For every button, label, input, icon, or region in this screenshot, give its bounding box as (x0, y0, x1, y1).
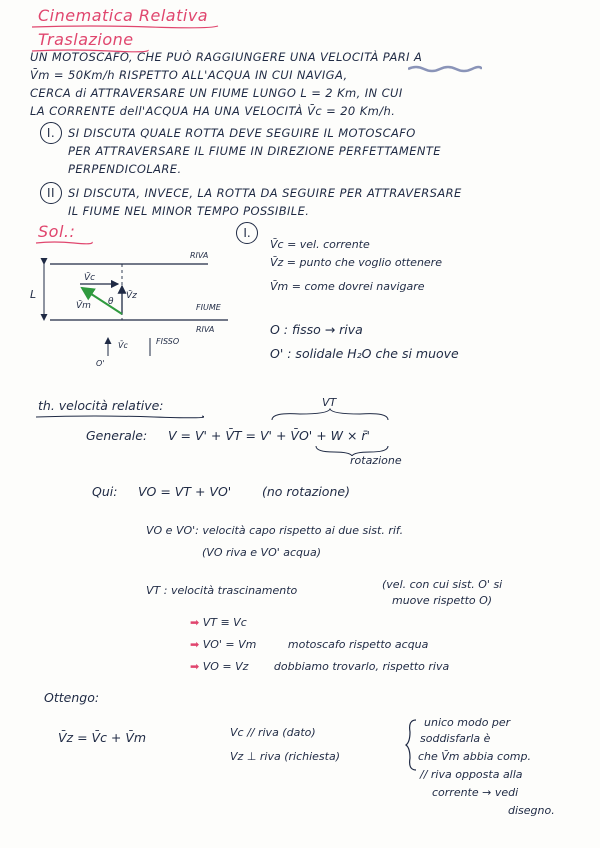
solution-part-1 (236, 222, 264, 244)
question-1-line-3: PERPENDICOLARE. (68, 162, 182, 176)
general-equation: V = V' + V̄T = V' + V̄O' + W × r̄' (168, 428, 370, 443)
note-line-4: // riva opposta alla (420, 768, 523, 781)
frame-vc-label: V̄c (118, 341, 128, 350)
question-1-line-1 (40, 122, 416, 144)
general-label: Generale: (86, 428, 148, 443)
qui-equation: VO = VT + VO' (138, 484, 232, 499)
problem-line-3: CERCA di ATTRAVERSARE UN FIUME LUNGO L = 2 Km, IN CUI (30, 86, 403, 100)
arrow-row-3 (190, 660, 449, 673)
vt-detail-2: muove rispetto O) (392, 594, 493, 607)
question-1-line-2: PER ATTRAVERSARE IL FIUME IN DIREZIONE PERFETTAMENTE (68, 144, 441, 158)
length-label: L (30, 288, 37, 301)
vt-definition: VT : velocità trascinamento (146, 584, 298, 597)
question-2-line-1 (40, 182, 462, 204)
question-2-line-2: IL FIUME NEL MINOR TEMPO POSSIBILE. (68, 204, 310, 218)
note-line-1: unico modo per (424, 716, 511, 729)
arrow-row-2-eq: VO' = Vm (202, 638, 257, 651)
page-title: Cinematica Relativa (38, 6, 209, 25)
question-1-number: I. (40, 122, 62, 144)
question-2-text: SI DISCUTA, INVECE, LA ROTTA DA SEGUIRE PER ATTRAVERSARE (68, 186, 462, 200)
problem-line-2: V̄m = 50Km/h RISPETTO ALL'ACQUA IN CUI NAVIGA, (30, 68, 348, 82)
arrow-row-1 (190, 616, 247, 629)
v0-detail: (VO riva e VO' acqua) (202, 546, 322, 559)
qui-label: Qui: (92, 484, 118, 499)
frame-o-prime: O' : solidale H₂O che si muove (270, 346, 459, 361)
legend-vm: V̄m = come dovrei navigare (270, 280, 425, 293)
river-diagram (28, 244, 260, 372)
arrow-row-3-eq: VO = Vz (202, 660, 249, 673)
arrow-row-3-desc: dobbiamo trovarlo, rispetto riva (273, 660, 450, 673)
conclusion-label: Ottengo: (44, 690, 100, 705)
condition-perpendicular: Vz ⊥ riva (richiesta) (230, 750, 340, 763)
problem-line-1: UN MOTOSCAFO, CHE PUÒ RAGGIUNGERE UNA VELOCITÀ PARI A (30, 50, 423, 64)
vt-detail-1: (vel. con cui sist. O' si (382, 578, 503, 591)
arrow-icon: ➡ (190, 660, 200, 673)
vt-over-label: VT (322, 396, 337, 409)
riva-top-label: RIVA (190, 251, 209, 260)
note-line-6: disegno. (508, 804, 555, 817)
legend-vz: V̄z = punto che voglio ottenere (270, 256, 442, 269)
arrow-row-2 (190, 638, 428, 651)
note-line-5: corrente → vedi (432, 786, 519, 799)
arrow-icon: ➡ (190, 638, 200, 651)
theory-title: th. velocità relative: (38, 398, 164, 413)
section-subtitle: Traslazione (38, 30, 134, 49)
origin-label: O' (96, 359, 105, 368)
solution-label: Sol.: (38, 222, 76, 241)
v0-definition: VO e VO': velocità capo rispetto ai due sist. rif. (146, 524, 404, 537)
arrow-icon: ➡ (190, 616, 200, 629)
note-line-2: soddisfarla è (420, 732, 491, 745)
fiume-label: FIUME (196, 303, 221, 312)
vc-label: V̄c (84, 273, 96, 283)
solution-part-number: I. (236, 222, 258, 244)
question-2-number: II (40, 182, 62, 204)
problem-line-4: LA CORRENTE dell'ACQUA HA UNA VELOCITÀ V̄c = 20 Km/h. (30, 104, 396, 118)
note-line-3: che V̄m abbia comp. (418, 750, 531, 763)
frame-o-fixed: O : fisso → riva (270, 322, 363, 337)
theory-underline (34, 414, 204, 420)
conclusion-brace (404, 718, 418, 772)
vt-brace (270, 408, 390, 422)
theta-label: θ (108, 297, 114, 307)
question-1-text: SI DISCUTA QUALE ROTTA DEVE SEGUIRE IL MOTOSCAFO (68, 126, 416, 140)
arrow-row-2-desc: motoscafo rispetto acqua (287, 638, 429, 651)
qui-note: (no rotazione) (262, 484, 350, 499)
riva-bottom-label: RIVA (196, 325, 215, 334)
rotation-label: rotazione (350, 454, 402, 467)
condition-parallel: Vc // riva (dato) (230, 726, 316, 739)
fisso-label: FISSO (156, 337, 180, 346)
vz-label: V̄z (126, 291, 137, 301)
scribble-mark (408, 64, 482, 74)
conclusion-equation: V̄z = V̄c + V̄m (58, 730, 147, 745)
vm-label: V̄m (76, 301, 91, 311)
legend-vc: V̄c = vel. corrente (270, 238, 370, 251)
arrow-row-1-eq: VT ≡ Vc (202, 616, 247, 629)
